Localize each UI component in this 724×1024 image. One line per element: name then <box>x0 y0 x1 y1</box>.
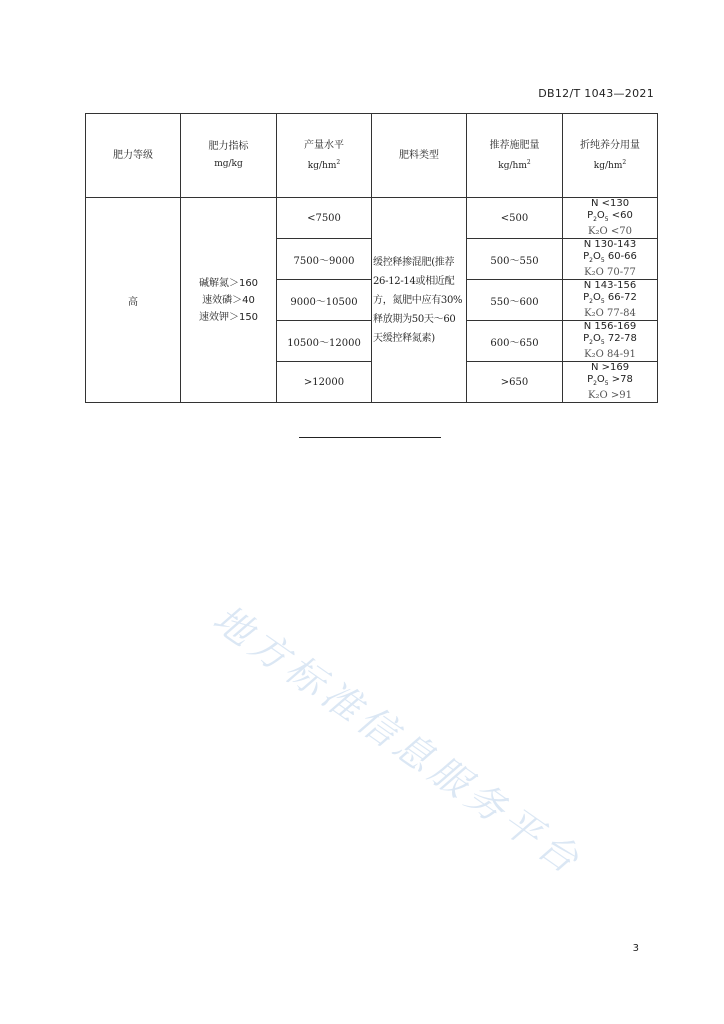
header-level: 肥力等级 <box>86 114 181 198</box>
nutrient-cell: N <130 $P_2O_5 <60$ K₂O <70 <box>563 198 658 239</box>
nutrient-cell: N 130-143 $P_2O_5$ 60-66 K₂O 70-77 <box>563 239 658 280</box>
header-nutrient-amount: 折纯养分用量 $kg/hm^2$ <box>563 114 658 198</box>
yield-cell: 7500～9000 <box>277 239 372 280</box>
watermark-text: 地方标准信息服务平台 <box>205 596 591 885</box>
rec-cell: 500～550 <box>467 239 563 280</box>
nutrient-cell: N >169 $P_2O_5 >78$ K₂O >91 <box>563 362 658 403</box>
rec-cell: <500 <box>467 198 563 239</box>
table-row <box>86 198 658 239</box>
fertilizer-table <box>85 113 658 403</box>
yield-cell: >12000 <box>277 362 372 403</box>
page-number: 3 <box>632 943 639 954</box>
rec-cell: 600～650 <box>467 321 563 362</box>
index-cell: 碱解氮＞160 速效磷＞40 速效钾＞150 <box>181 198 277 403</box>
table-header-row <box>86 114 658 198</box>
header-index: 肥力指标 mg/kg <box>181 114 277 198</box>
yield-cell: <7500 <box>277 198 372 239</box>
yield-cell: 10500～12000 <box>277 321 372 362</box>
nutrient-cell: N 143-156 $P_2O_5$ 66-72 K₂O 77-84 <box>563 280 658 321</box>
header-rec-amount: 推荐施肥量 $kg/hm^2$ <box>467 114 563 198</box>
end-divider-line <box>299 437 441 438</box>
rec-cell: >650 <box>467 362 563 403</box>
level-cell: 高 <box>86 198 181 403</box>
rec-cell: 550～600 <box>467 280 563 321</box>
header-fert-type: 肥料类型 <box>372 114 467 198</box>
nutrient-cell: N 156-169 $P_2O_5$ 72-78 K₂O 84-91 <box>563 321 658 362</box>
yield-cell: 9000～10500 <box>277 280 372 321</box>
fert-type-cell: 缓控释掺混肥(推荐26-12-14或相近配方，氮肥中应有30%释放期为50天～60天缓控释氮素) <box>372 198 467 403</box>
document-code: DB12/T 1043—2021 <box>538 87 654 100</box>
header-yield: 产量水平 $kg/hm^2$ <box>277 114 372 198</box>
